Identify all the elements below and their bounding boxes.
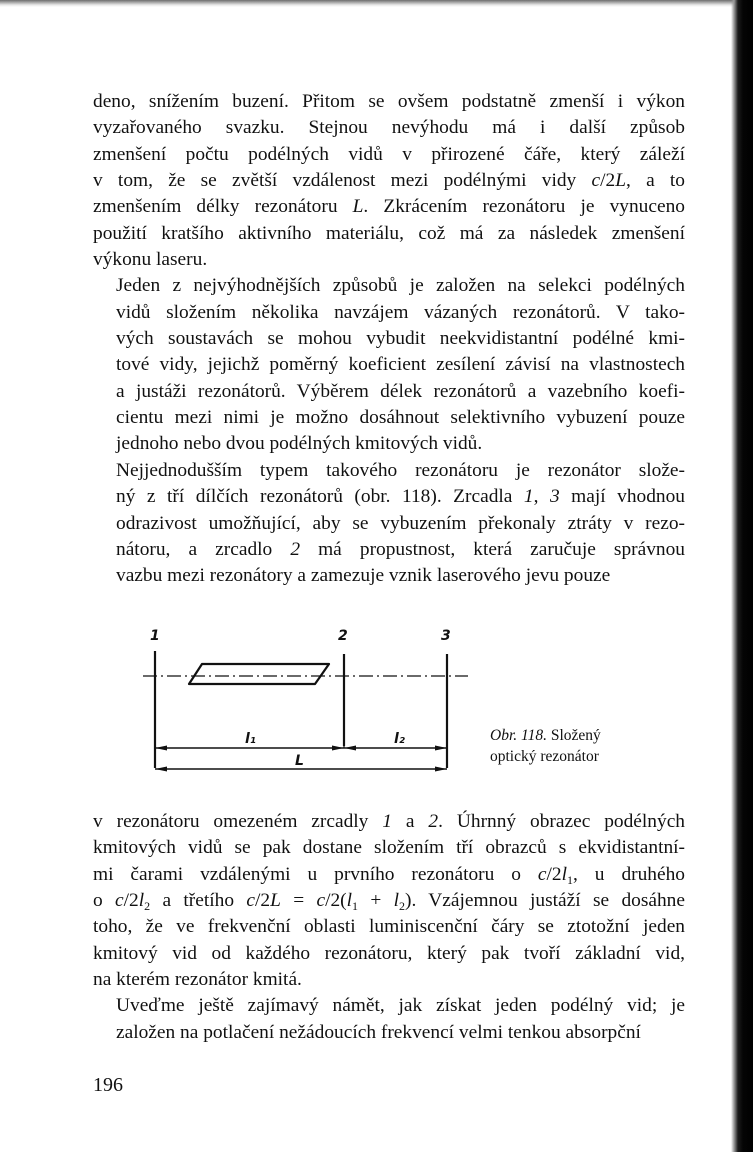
body-text-bottom	[93, 809, 685, 1046]
text-line: kmitový vid od každého rezonátoru, který pak tvoří základní vid,	[93, 942, 685, 964]
text-line: nátoru, a zrcadlo 2 má propustnost, která zaručuje správnou	[116, 538, 685, 560]
text-line: Nejjednodušším typem takového rezonátoru je rezonátor slože-	[116, 459, 685, 481]
mirror-label-2: 2	[338, 628, 348, 644]
text-line: použití kratšího aktivního materiálu, což má za následek zmenšení	[93, 222, 685, 244]
figure-caption	[490, 725, 660, 767]
arrow-L-left	[155, 767, 167, 772]
caption-title-line1: Složený	[550, 727, 601, 744]
page-number: 196	[93, 1074, 123, 1096]
paragraph	[93, 273, 685, 457]
text-line: toho, že ve frekvenční oblasti luminiscenční čáry se ztotožní jeden	[93, 916, 685, 938]
text-line: deno, snížením buzení. Přitom se ovšem podstatně zmenší i výkon	[93, 91, 685, 112]
dimension-label-L: L	[295, 753, 304, 769]
text-line: zmenšení počtu podélných vidů v přirozené čáře, který záleží	[93, 143, 685, 165]
paragraph	[93, 458, 685, 590]
text-line: mi čarami vzdálenými u prvního rezonátoru o $c/2l_1$, u druhého	[93, 863, 685, 887]
text-line: tové vidy, jejichž poměrný koeficient zesílení závisí na vlastnostech	[116, 354, 685, 376]
mirror-label-3: 3	[441, 628, 451, 644]
text-line: vých soustavách se mohou vybudit neekvidistantní podélné kmi-	[116, 328, 685, 350]
paragraph	[93, 809, 685, 993]
text-line: v tom, že se zvětší vzdálenost mezi podélnými vidy c/2L, a to	[93, 170, 686, 192]
text-line: založen na potlačení nežádoucích frekvencí velmi tenkou absorpční	[116, 1021, 641, 1043]
paragraph	[93, 993, 685, 1046]
mirror-label-1: 1	[150, 628, 160, 644]
scan-binding-shadow	[731, 0, 753, 1152]
arrow-l1-left	[155, 746, 167, 751]
text-line: jednoho nebo dvou podélných kmitových vidů.	[116, 433, 483, 455]
arrow-L-right	[435, 767, 447, 772]
body-text-top	[93, 89, 685, 590]
text-line: cientu mezi nimi je možno dosáhnout selektivního vybuzení pouze	[116, 407, 685, 429]
caption-label: Obr. 118.	[490, 727, 547, 744]
text-line: odrazivost umožňující, aby se vybuzením překonaly ztráty v rezo-	[116, 512, 685, 534]
text-line: o $c/2l_2$ a třetího $c/2L = c/2(l_1 + l_2)$. Vzájemnou justáží se dosáhne	[93, 890, 685, 914]
text-line: vyzařovaného svazku. Stejnou nevýhodu má i další způsob	[93, 117, 685, 139]
resonator-diagram	[140, 618, 470, 778]
text-line: výkonu laseru.	[93, 249, 208, 271]
text-line: Uveďme ještě zajímavý námět, jak získat jeden podélný vid; je	[116, 995, 685, 1017]
text-line: v rezonátoru omezeném zrcadly 1 a 2. Úhrnný obrazec podélných	[93, 811, 685, 832]
paragraph	[93, 89, 685, 273]
text-line: vazbu mezi rezonátory a zamezuje vznik laserového jevu pouze	[116, 565, 611, 587]
text-line: kmitových vidů se pak dostane složením tří obrazců s ekvidistantní-	[93, 837, 685, 859]
arrow-l2-right	[435, 746, 447, 751]
caption-title-line2: optický rezonátor	[490, 748, 599, 765]
text-line: a justáži rezonátorů. Výběrem délek rezonátorů a vazebního koefi-	[116, 380, 685, 402]
arrow-l1-right	[332, 746, 344, 751]
dimension-label-l2: l₂	[394, 731, 405, 747]
text-line: na kterém rezonátor kmitá.	[93, 969, 302, 991]
figure-118-compound-resonator	[140, 618, 470, 778]
scan-top-edge-shadow	[0, 0, 753, 7]
active-medium-rod	[189, 664, 329, 684]
text-line: zmenšením délky rezonátoru L. Zkrácením rezonátoru je vynuceno	[93, 196, 685, 218]
text-line: ný z tří dílčích rezonátorů (obr. 118). Zrcadla 1, 3 mají vhodnou	[116, 486, 685, 508]
arrow-l2-left	[344, 746, 356, 751]
text-line: Jeden z nejvýhodnějších způsobů je založen na selekci podélných	[116, 275, 685, 297]
text-line: vidů složením několika navzájem vázaných rezonátorů. V tako-	[116, 301, 685, 323]
dimension-label-l1: l₁	[245, 731, 256, 747]
